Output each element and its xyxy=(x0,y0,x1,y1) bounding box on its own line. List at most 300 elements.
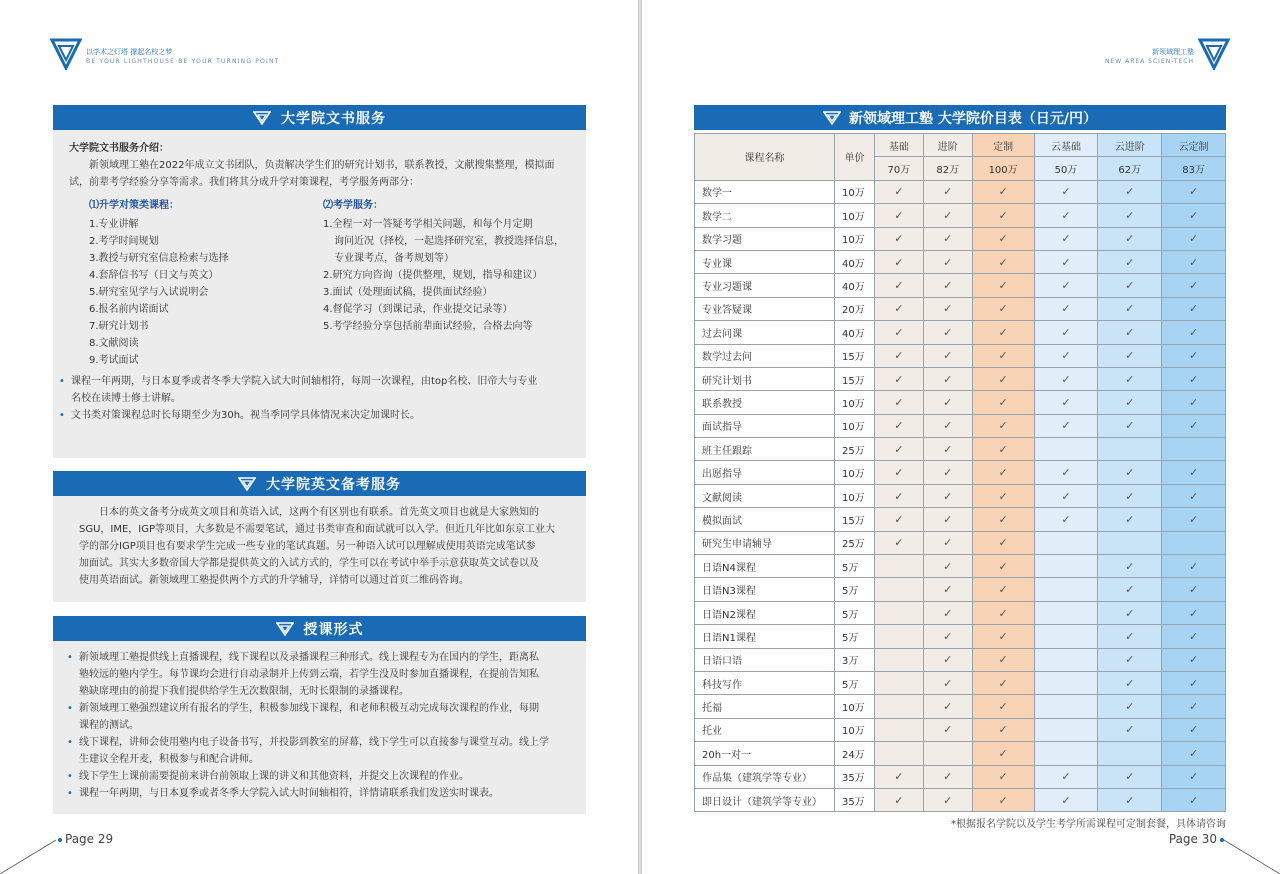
plan-price: 100万 xyxy=(972,157,1034,180)
plan-cell xyxy=(923,274,972,297)
check-icon: ✓ xyxy=(1061,793,1071,807)
plan-cell xyxy=(875,578,924,601)
check-icon: ✓ xyxy=(1125,629,1135,643)
table-row xyxy=(695,555,1226,578)
plan-cell xyxy=(875,484,924,507)
check-icon: ✓ xyxy=(998,770,1008,784)
plan-cell xyxy=(875,297,924,320)
plan-cell xyxy=(923,367,972,390)
plan-cell xyxy=(1034,321,1098,344)
plan-cell xyxy=(875,555,924,578)
check-icon: ✓ xyxy=(943,606,953,620)
check-icon: ✓ xyxy=(998,700,1008,714)
plan-cell xyxy=(875,274,924,297)
doc-service-body xyxy=(53,130,586,434)
course-unit-price: 10万 xyxy=(835,718,875,741)
brand-cn: 新领域理工塾 xyxy=(1152,48,1194,56)
table-row xyxy=(695,391,1226,414)
course-unit-price: 40万 xyxy=(835,274,875,297)
plan-cell xyxy=(1098,414,1162,437)
plan-cell xyxy=(1162,344,1226,367)
plan-cell xyxy=(923,321,972,344)
slogan-cn: 以学术之灯塔 撑起名校之梦 xyxy=(86,48,173,56)
price-table xyxy=(694,133,1226,812)
plan-cell xyxy=(1098,671,1162,694)
plan-cell xyxy=(972,297,1034,320)
check-icon: ✓ xyxy=(998,395,1008,409)
english-service-body xyxy=(53,496,586,599)
course-unit-price: 10万 xyxy=(835,414,875,437)
plan-cell xyxy=(923,297,972,320)
doc-service-title: 大学院文书服务 xyxy=(281,110,386,127)
check-icon: ✓ xyxy=(1061,489,1071,503)
text-line: 学的部分IGP项目也有要求学生完成一些专业的笔试真题。另一种语入试可以理解成使用英语完成笔试参 xyxy=(79,541,536,552)
doc-service-header xyxy=(53,105,586,130)
table-row xyxy=(695,718,1226,741)
course-unit-price: 10万 xyxy=(835,695,875,718)
course-name: 专业课 xyxy=(695,250,835,273)
check-icon: ✓ xyxy=(894,372,904,386)
plan-cell xyxy=(875,438,924,461)
check-icon: ✓ xyxy=(1188,489,1199,503)
plan-cell xyxy=(875,671,924,694)
list-item: 3.面试（处理面试稿，提供面试经验） xyxy=(323,287,493,298)
plan-cell xyxy=(1162,414,1226,437)
intro-text: 新领域理工塾在2022年成立文书团队，负责解决学生们的研究计划书，联系教授，文献搜集整理，模拟面试，前辈考学经验分享等需求。我们将其分成升学对策课程，考学服务两部分： xyxy=(69,160,555,188)
list-item: 2.考学时间规划 xyxy=(89,236,159,247)
plan-cell xyxy=(972,531,1034,554)
check-icon: ✓ xyxy=(1125,793,1135,807)
page-number-right: Page 30 xyxy=(1169,832,1224,846)
plan-cell xyxy=(972,204,1034,227)
course-unit-price: 24万 xyxy=(835,742,875,765)
plan-cell xyxy=(1098,227,1162,250)
plan-cell xyxy=(972,671,1034,694)
check-icon: ✓ xyxy=(1188,746,1199,760)
list-item: 5.考学经验分享包括前辈面试经验，合格去向等 xyxy=(323,321,533,332)
course-name: 日语N3课程 xyxy=(695,578,835,601)
col-services xyxy=(319,197,564,369)
course-name: 日语N1课程 xyxy=(695,625,835,648)
plan-cell xyxy=(1162,742,1226,765)
plan-custom: 定制 xyxy=(972,134,1034,157)
course-unit-price: 10万 xyxy=(835,227,875,250)
table-note: *根据报名学院以及学生考学所需课程可定制套餐，具体请咨询 xyxy=(951,819,1226,830)
check-icon: ✓ xyxy=(943,466,953,480)
check-icon: ✓ xyxy=(943,700,953,714)
check-icon: ✓ xyxy=(894,536,904,550)
plan-cell xyxy=(1162,648,1226,671)
check-icon: ✓ xyxy=(943,419,953,433)
check-icon: ✓ xyxy=(998,489,1008,503)
course-unit-price: 35万 xyxy=(835,765,875,788)
plan-cell xyxy=(972,484,1034,507)
plan-advanced: 进阶 xyxy=(923,134,972,157)
plan-cell xyxy=(972,414,1034,437)
plan-cell xyxy=(1162,321,1226,344)
check-icon: ✓ xyxy=(943,629,953,643)
plan-cell xyxy=(923,391,972,414)
plan-cell xyxy=(923,695,972,718)
teaching-header xyxy=(53,616,586,641)
list-item: 专业课考点，备考规划等） xyxy=(334,253,454,264)
bullet-note: • 文书类对策课程总时长每期至少为30h。视当季同学具体情况来决定加课时长。 xyxy=(59,407,572,424)
table-row xyxy=(695,671,1226,694)
course-name: 数学一 xyxy=(695,180,835,203)
page-number-left: Page 29 xyxy=(58,832,113,846)
plan-cell xyxy=(875,742,924,765)
plan-cell xyxy=(1162,578,1226,601)
plan-cell xyxy=(1162,601,1226,624)
plan-cell xyxy=(875,180,924,203)
check-icon: ✓ xyxy=(1125,395,1135,409)
course-unit-price: 25万 xyxy=(835,531,875,554)
text-line: 使用英语面试。新领域理工塾提供两个方式的升学辅导，详情可以通过首页二维码咨询。 xyxy=(79,575,469,586)
check-icon: ✓ xyxy=(998,746,1008,760)
table-row xyxy=(695,367,1226,390)
check-icon: ✓ xyxy=(1125,559,1135,573)
course-name: 作品集（建筑学等专业） xyxy=(695,765,835,788)
plan-cell xyxy=(1034,601,1098,624)
check-icon: ✓ xyxy=(998,793,1008,807)
plan-cell xyxy=(875,695,924,718)
plan-cell xyxy=(1098,274,1162,297)
plan-cell xyxy=(1162,297,1226,320)
check-icon: ✓ xyxy=(1188,723,1199,737)
course-name: 托业 xyxy=(695,718,835,741)
plan-cell xyxy=(1034,414,1098,437)
list-item: 8.文献阅读 xyxy=(89,338,139,349)
check-icon: ✓ xyxy=(1125,606,1135,620)
list-item: 7.研究计划书 xyxy=(89,321,149,332)
check-icon: ✓ xyxy=(894,232,904,246)
plan-cell xyxy=(1098,367,1162,390)
table-row xyxy=(695,742,1226,765)
plan-cell xyxy=(923,461,972,484)
check-icon: ✓ xyxy=(1188,255,1199,269)
plan-cell xyxy=(972,742,1034,765)
course-unit-price: 10万 xyxy=(835,484,875,507)
bullet-note: • 课程一年两期，与日本夏季或者冬季大学院入试大时间轴相符，每周一次课程，由top名校、旧帝大与专业 名校在读博士修士讲解。 xyxy=(59,373,572,407)
teaching-section xyxy=(53,616,586,814)
plan-cell xyxy=(1162,461,1226,484)
plan-cell xyxy=(923,227,972,250)
check-icon: ✓ xyxy=(1188,325,1199,339)
plan-cell xyxy=(1098,204,1162,227)
plan-cell xyxy=(923,484,972,507)
plan-cell xyxy=(1162,180,1226,203)
plan-cell xyxy=(1162,555,1226,578)
course-unit-price: 15万 xyxy=(835,367,875,390)
plan-cell xyxy=(1034,204,1098,227)
check-icon: ✓ xyxy=(998,349,1008,363)
check-icon: ✓ xyxy=(1125,676,1135,690)
table-row xyxy=(695,695,1226,718)
check-icon: ✓ xyxy=(998,442,1008,456)
plan-price: 70万 xyxy=(875,157,924,180)
check-icon: ✓ xyxy=(1061,419,1071,433)
course-name: 文献阅读 xyxy=(695,484,835,507)
list-item: 3.教授与研究室信息检索与选择 xyxy=(89,253,229,264)
bullet-item: • 新领域理工塾提供线上直播课程，线下课程以及录播课程三种形式。线上课程专为在国内的学生，距离私 塾较远的塾内学生。每节课均会进行自动录制并上传到云端，若学生没及时参加直播课程，在提前告知私 塾缺席理由的前提下我们提供给学生无次数限制，无时长限制的录播课程。 xyxy=(67,649,572,700)
table-row xyxy=(695,601,1226,624)
price-table-title: 新领域理工塾 大学院价目表（日元/円） xyxy=(849,110,1097,127)
course-name: 过去问课 xyxy=(695,321,835,344)
check-icon: ✓ xyxy=(1188,466,1199,480)
plan-cell xyxy=(875,391,924,414)
plan-cell xyxy=(875,765,924,788)
text-line: SGU，IME，IGP等项目，大多数是不需要笔试，通过书类审查和面试就可以入学。但近几年比如东京工业大 xyxy=(79,524,556,535)
course-name: 专业答疑课 xyxy=(695,297,835,320)
check-icon: ✓ xyxy=(943,442,953,456)
check-icon: ✓ xyxy=(943,349,953,363)
course-unit-price: 5万 xyxy=(835,555,875,578)
course-unit-price: 5万 xyxy=(835,625,875,648)
check-icon: ✓ xyxy=(943,279,953,293)
plan-cell xyxy=(972,391,1034,414)
plan-cell xyxy=(1034,438,1098,461)
check-icon: ✓ xyxy=(943,185,953,199)
plan-cell xyxy=(1034,227,1098,250)
plan-cell xyxy=(923,555,972,578)
plan-cell xyxy=(875,601,924,624)
plan-cell xyxy=(1034,344,1098,367)
list-item: 4.套辞信书写（日文与英文） xyxy=(89,270,219,281)
header-brand xyxy=(1105,48,1194,66)
plan-cell xyxy=(1034,484,1098,507)
english-service-header xyxy=(53,471,586,496)
table-row xyxy=(695,625,1226,648)
table-row xyxy=(695,648,1226,671)
plan-cell xyxy=(1034,461,1098,484)
plan-cell xyxy=(1162,671,1226,694)
check-icon: ✓ xyxy=(1125,583,1135,597)
plan-cell xyxy=(972,718,1034,741)
check-icon: ✓ xyxy=(894,512,904,526)
bullet-item: • 线下学生上课前需要提前来讲台前领取上课的讲义和其他资料，并提交上次课程的作业。 xyxy=(67,768,572,785)
list-item: 4.督促学习（到课记录，作业提交记录等） xyxy=(323,304,513,315)
service-columns xyxy=(69,191,572,373)
course-unit-price: 40万 xyxy=(835,321,875,344)
check-icon: ✓ xyxy=(943,770,953,784)
text-line: 日本的英文备考分成英文项目和英语入试，这两个有区别也有联系。首先英文项目也就是大家熟知的 xyxy=(99,507,539,518)
course-unit-price: 35万 xyxy=(835,788,875,811)
check-icon: ✓ xyxy=(943,232,953,246)
check-icon: ✓ xyxy=(998,232,1008,246)
plan-cell xyxy=(972,625,1034,648)
check-icon: ✓ xyxy=(943,325,953,339)
check-icon: ✓ xyxy=(943,536,953,550)
check-icon: ✓ xyxy=(1188,676,1199,690)
plan-price: 83万 xyxy=(1162,157,1226,180)
plan-cell xyxy=(1162,204,1226,227)
course-unit-price: 15万 xyxy=(835,344,875,367)
logo-icon xyxy=(1198,36,1230,70)
check-icon: ✓ xyxy=(1125,466,1135,480)
course-unit-price: 20万 xyxy=(835,297,875,320)
plan-cell xyxy=(1162,508,1226,531)
plan-price: 50万 xyxy=(1034,157,1098,180)
plan-cell xyxy=(923,625,972,648)
list-item: 1.全程一对一答疑考学相关问题，和每个月定期 xyxy=(323,219,533,230)
check-icon: ✓ xyxy=(943,793,953,807)
course-name: 数学二 xyxy=(695,204,835,227)
plan-cell xyxy=(972,555,1034,578)
check-icon: ✓ xyxy=(1061,302,1071,316)
check-icon: ✓ xyxy=(1188,302,1199,316)
check-icon: ✓ xyxy=(1125,372,1135,386)
plan-cell xyxy=(1098,438,1162,461)
plan-cell xyxy=(875,367,924,390)
table-row xyxy=(695,788,1226,811)
check-icon: ✓ xyxy=(943,723,953,737)
table-row xyxy=(695,204,1226,227)
check-icon: ✓ xyxy=(1188,559,1199,573)
plan-cell xyxy=(1034,718,1098,741)
plan-cell xyxy=(923,718,972,741)
course-name: 联系教授 xyxy=(695,391,835,414)
plan-cell xyxy=(1098,344,1162,367)
plan-cell xyxy=(875,344,924,367)
logo-icon xyxy=(253,111,271,125)
course-name: 日语口语 xyxy=(695,648,835,671)
brand-en: NEW AREA SCIEN-TECH xyxy=(1104,58,1194,65)
plan-cell xyxy=(875,414,924,437)
plan-cell xyxy=(972,438,1034,461)
table-row xyxy=(695,414,1226,437)
plan-cell xyxy=(972,344,1034,367)
plan-cell xyxy=(1098,601,1162,624)
plan-cell xyxy=(1034,180,1098,203)
plan-cell xyxy=(1162,695,1226,718)
check-icon: ✓ xyxy=(998,185,1008,199)
col2-title: ⑵考学服务： xyxy=(323,200,383,211)
plan-cell xyxy=(972,601,1034,624)
plan-cell xyxy=(1098,765,1162,788)
course-name: 专业习题课 xyxy=(695,274,835,297)
plan-cell xyxy=(1034,671,1098,694)
plan-cell xyxy=(923,414,972,437)
plan-cell xyxy=(875,321,924,344)
plan-cell xyxy=(923,250,972,273)
plan-cell xyxy=(1098,461,1162,484)
plan-cell xyxy=(1162,274,1226,297)
check-icon: ✓ xyxy=(1061,232,1071,246)
intro-title: 大学院文书服务介绍： xyxy=(69,143,169,154)
table-row xyxy=(695,274,1226,297)
plan-cell xyxy=(875,250,924,273)
plan-cell xyxy=(1098,508,1162,531)
plan-cell xyxy=(1162,718,1226,741)
check-icon: ✓ xyxy=(894,442,904,456)
plan-cell xyxy=(923,765,972,788)
table-row xyxy=(695,344,1226,367)
plan-cell xyxy=(1034,531,1098,554)
check-icon: ✓ xyxy=(998,208,1008,222)
check-icon: ✓ xyxy=(1125,185,1135,199)
logo-icon xyxy=(276,622,294,636)
plan-cell xyxy=(875,625,924,648)
plan-cell xyxy=(923,204,972,227)
check-icon: ✓ xyxy=(1061,372,1071,386)
plan-cloud-custom: 云定制 xyxy=(1162,134,1226,157)
plan-cell xyxy=(923,508,972,531)
plan-cell xyxy=(1034,625,1098,648)
plan-cell xyxy=(923,344,972,367)
plan-price: 82万 xyxy=(923,157,972,180)
plan-cell xyxy=(1098,250,1162,273)
teaching-body xyxy=(53,641,586,812)
check-icon: ✓ xyxy=(998,302,1008,316)
check-icon: ✓ xyxy=(1188,629,1199,643)
check-icon: ✓ xyxy=(998,372,1008,386)
price-table-header xyxy=(694,105,1226,130)
plan-cell xyxy=(875,204,924,227)
plan-cell xyxy=(1034,648,1098,671)
plan-cell xyxy=(1034,508,1098,531)
check-icon: ✓ xyxy=(894,419,904,433)
check-icon: ✓ xyxy=(1125,653,1135,667)
check-icon: ✓ xyxy=(1188,185,1199,199)
check-icon: ✓ xyxy=(1125,723,1135,737)
check-icon: ✓ xyxy=(998,325,1008,339)
course-unit-price: 5万 xyxy=(835,601,875,624)
plan-cell xyxy=(972,508,1034,531)
course-unit-price: 15万 xyxy=(835,508,875,531)
course-unit-price: 10万 xyxy=(835,391,875,414)
check-icon: ✓ xyxy=(998,512,1008,526)
check-icon: ✓ xyxy=(1188,279,1199,293)
check-icon: ✓ xyxy=(894,770,904,784)
check-icon: ✓ xyxy=(1125,700,1135,714)
course-name: 研究计划书 xyxy=(695,367,835,390)
plan-cell xyxy=(1098,297,1162,320)
plan-cell xyxy=(1162,788,1226,811)
check-icon: ✓ xyxy=(1125,208,1135,222)
check-icon: ✓ xyxy=(894,302,904,316)
plan-cell xyxy=(972,321,1034,344)
table-row xyxy=(695,765,1226,788)
plan-cloud-basic: 云基础 xyxy=(1034,134,1098,157)
doc-service-section xyxy=(53,105,586,458)
check-icon: ✓ xyxy=(1188,372,1199,386)
course-name: 科技写作 xyxy=(695,671,835,694)
course-name: 班主任跟踪 xyxy=(695,438,835,461)
check-icon: ✓ xyxy=(894,185,904,199)
check-icon: ✓ xyxy=(1125,232,1135,246)
check-icon: ✓ xyxy=(998,583,1008,597)
plan-cell xyxy=(1034,578,1098,601)
text-line: 加面试。其实大多数帝国大学都是提供英文的入试方式的，学生可以在考试中举手示意获取英文试卷以及 xyxy=(79,558,539,569)
check-icon: ✓ xyxy=(943,372,953,386)
plan-cell xyxy=(923,578,972,601)
check-icon: ✓ xyxy=(943,559,953,573)
price-table-body xyxy=(695,180,1226,812)
plan-cell xyxy=(1162,227,1226,250)
col-name-header: 课程名称 xyxy=(695,134,835,181)
plan-cell xyxy=(875,227,924,250)
check-icon: ✓ xyxy=(894,208,904,222)
check-icon: ✓ xyxy=(1125,302,1135,316)
plan-cell xyxy=(923,671,972,694)
course-name: 模拟面试 xyxy=(695,508,835,531)
plan-cell xyxy=(1098,578,1162,601)
list-item: 9.考试面试 xyxy=(89,355,139,366)
course-name: 数学过去问 xyxy=(695,344,835,367)
check-icon: ✓ xyxy=(998,629,1008,643)
plan-cell xyxy=(923,180,972,203)
check-icon: ✓ xyxy=(943,255,953,269)
